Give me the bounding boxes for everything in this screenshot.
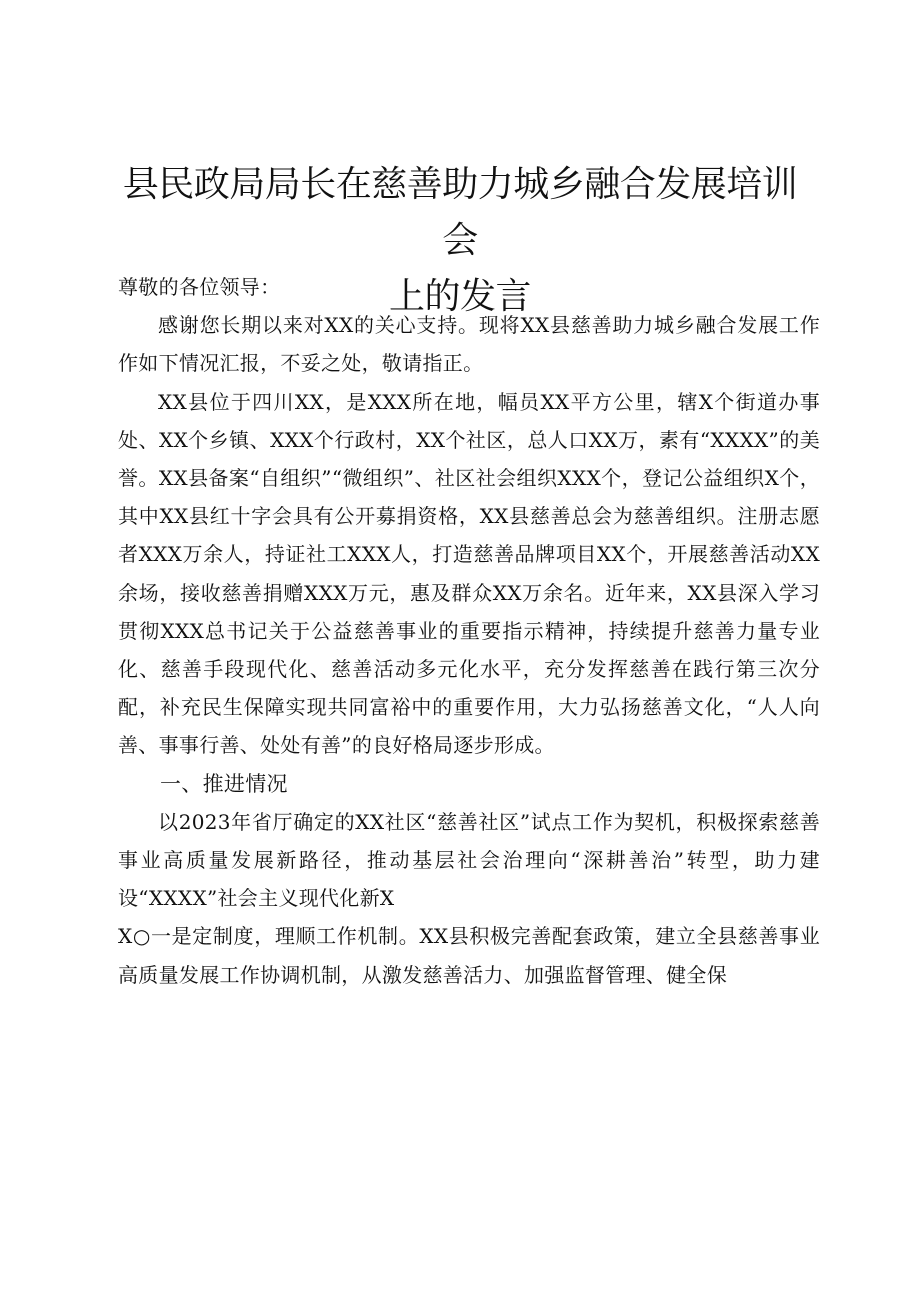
title-line-2: 上的发言 [388, 276, 531, 317]
title-line-1: 县民政局局长在慈善助力城乡融合发展培训会 [122, 164, 798, 261]
salutation: 尊敬的各位领导： [118, 275, 281, 299]
document-body [118, 268, 820, 994]
section-heading-progress: 一、推进情况 [160, 771, 288, 796]
paragraph-progress: 以2023年省厅确定的XX社区“慈善社区”试点工作为契机，积极探索慈善事业高质量发展新路径，推动基层社会治理向“深耕善治”转型，助力建设“XXXX”社会主义现代化新X [118, 809, 820, 911]
paragraph-intro: 感谢您长期以来对XX的关心支持。现将XX县慈善助力城乡融合发展工作作如下情况汇报，不妥之处，敬请指正。 [118, 313, 820, 376]
paragraph-overview: XX县位于四川XX，是XXX所在地，幅员XX平方公里，辖X个街道办事处、XX个乡镇、XXX个行政村，XX个社区，总人口XX万，素有“XXXX”的美誉。XX县备案“自组织”“微组织”、社区社会组织XXX个，登记公益组织X个，其中XX县红十字会具有公开募捐资格，XX县慈善总会为慈善组织。注册志愿者XXX万余人，持证社工XXX人，打造慈善品牌项目XX个，开展慈善活动XX余场，接收慈善捐赠XXX万元，惠及群众XX万余名。近年来，XX县深入学习贯彻XXX总书记关于公益慈善事业的重要指示精神，持续提升慈善力量专业化、慈善手段现代化、慈善活动多元化水平，充分发挥慈善在践行第三次分配，补充民生保障实现共同富裕中的重要作用，大力弘扬慈善文化，“人人向善、事事行善、处处有善”的良好格局逐步形成。 [118, 389, 820, 758]
paragraph-progress-continuation: X○一是定制度，理顺工作机制。XX县积极完善配套政策，建立全县慈善事业高质量发展工作协调机制，从激发慈善活力、加强监督管理、健全保 [118, 924, 820, 987]
